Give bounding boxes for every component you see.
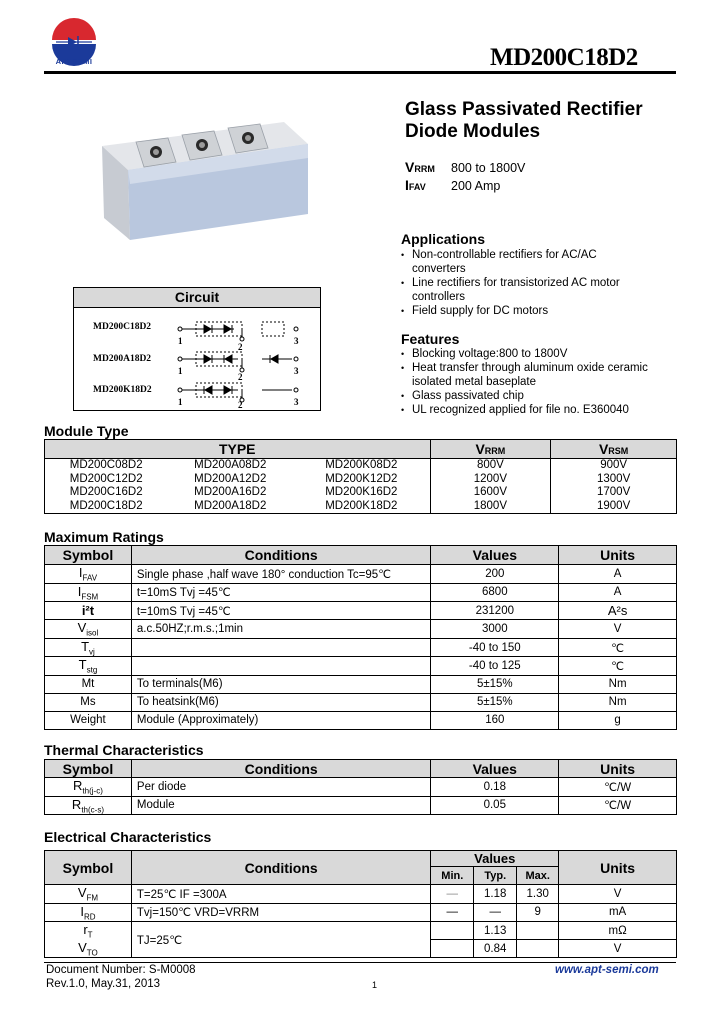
list-item: isolated metal baseplate [412,376,537,388]
max-ratings-table: Symbol Conditions Values Units $I_{FAV}$ Single phase ,half wave 180° conduction Tc=95℃ 200 A $I_{FSM}$ t=10mS Tvj =45℃ 6800 A i²t t=10mS Tvj =45℃ 231200 A²s $V_{isol}$ a.c.50HZ;r.m.s.;1min 3000 V $T_{vj}$ -40 to 150 ℃ $T_{stg}$ -40 to 125 ℃ Mt To terminals(M6) 5±15% Nm Ms To heatsink(M6) 5±15% Nm Weight Module (Approximately) 160 g [44,545,677,730]
svg-text:2: 2 [238,400,243,408]
table-row: $I_{RD}$ Tvj=150℃ VRD=VRRM — — 9 mA [45,903,677,922]
product-title [405,99,643,143]
circuit-title: Circuit [74,288,320,308]
table-row: $R_{th(j-c)}$ Per diode 0.18 ℃/W [45,778,677,797]
svg-text:2: 2 [238,372,243,382]
module-type-col-vrrm: VRRM [430,440,551,459]
module-type-col-type: TYPE [45,440,431,459]
table-row: $R_{th(c-s)}$ Module 0.05 ℃/W [45,796,677,815]
svg-text:3: 3 [294,366,299,376]
list-item: • UL recognized applied for file no. E360040 [400,403,648,417]
list-item: • Line rectifiers for transistorized AC motor [400,276,620,290]
module-photo [94,118,310,240]
electrical-heading: Electrical Characteristics [44,829,212,845]
max-ratings-heading: Maximum Ratings [44,529,164,545]
footer-rule [44,962,676,963]
spec-vrrm-value: 800 to 1800V [451,161,526,175]
table-row: i²t t=10mS Tvj =45℃ 231200 A²s [45,602,677,620]
spec-vrrm: VRRM 800 to 1800V [405,159,526,175]
product-title-line2: Diode Modules [405,121,541,142]
table-row: $I_{FSM}$ t=10mS Tvj =45℃ 6800 A [45,583,677,602]
module-type-col-vrsm: VRSM [551,440,677,459]
circuit-label-a: MD200A18D2 [93,354,152,364]
logo-text: APTSEMI [55,57,93,66]
table-row: MD200C18D2 MD200A18D2 MD200K18D2 1800V 1900V [45,500,677,514]
circuit-schematics [174,312,314,408]
list-item: • Heat transfer through aluminum oxide ceramic [400,361,648,375]
svg-text:3: 3 [294,336,299,346]
product-title-line1: Glass Passivated Rectifier [405,99,643,120]
table-row: $V_{FM}$ T=25℃ IF =300A — 1.18 1.30 V [45,885,677,904]
applications-list [400,248,620,318]
module-type-heading: Module Type [44,423,129,439]
circuit-label-k: MD200K18D2 [93,385,152,395]
table-row: $T_{vj}$ -40 to 150 ℃ [45,638,677,657]
table-row: $V_{isol}$ a.c.50HZ;r.m.s.;1min 3000 V [45,620,677,639]
electrical-table: Symbol Conditions Values Units Min. Typ. Max. $V_{FM}$ T=25℃ IF =300A — 1.18 1.30 V $I_{RD}$ Tvj=150℃ VRD=VRRM — — 9 mA $r_T$ TJ=25℃ 1.13 mΩ $V_{TO}$ 0.84 V [44,850,677,958]
circuit-label-c: MD200C18D2 [93,322,152,332]
website-link[interactable]: www.apt-semi.com [555,964,659,976]
table-row: MD200C12D2 MD200A12D2 MD200K12D2 1200V 1300V [45,473,677,487]
list-item: • Glass passivated chip [400,389,648,403]
svg-text:1: 1 [178,397,183,407]
revision: Rev.1.0, May.31, 2013 [46,978,161,990]
part-number: MD200C18D2 [490,44,638,71]
header-rule [44,71,676,74]
features-list [400,347,648,417]
spec-ifav: IFAV 200 Amp [405,177,501,193]
table-row: Ms To heatsink(M6) 5±15% Nm [45,693,677,711]
table-row: Weight Module (Approximately) 160 g [45,711,677,729]
svg-text:2: 2 [238,342,243,352]
list-item: • Blocking voltage:800 to 1800V [400,347,648,361]
svg-text:1: 1 [178,366,183,376]
table-row: $V_{TO}$ 0.84 V [45,940,677,958]
applications-heading: Applications [401,231,486,247]
thermal-heading: Thermal Characteristics [44,742,204,758]
list-item: • Non-controllable rectifiers for AC/AC [400,248,620,262]
doc-number: Document Number: S-M0008 [46,964,196,976]
table-row: $r_T$ TJ=25℃ 1.13 mΩ [45,922,677,940]
spec-ifav-value: 200 Amp [451,179,501,193]
page-number: 1 [372,980,378,990]
table-row: $T_{stg}$ -40 to 125 ℃ [45,657,677,676]
table-row: $I_{FAV}$ Single phase ,half wave 180° conduction Tc=95℃ 200 A [45,565,677,584]
svg-text:3: 3 [294,397,299,407]
list-item: controllers [412,291,466,303]
module-type-table [44,439,677,514]
thermal-table: Symbol Conditions Values Units $R_{th(j-c)}$ Per diode 0.18 ℃/W $R_{th(c-s)}$ Module 0.05 ℃/W [44,759,677,815]
table-row: Mt To terminals(M6) 5±15% Nm [45,675,677,693]
svg-text:1: 1 [178,336,183,346]
list-item: converters [412,263,466,275]
list-item: • Field supply for DC motors [400,304,620,318]
table-row: MD200C16D2 MD200A16D2 MD200K16D2 1600V 1700V [45,486,677,500]
circuit-diagram [73,287,321,411]
features-heading: Features [401,331,460,347]
table-row: MD200C08D2 MD200A08D2 MD200K08D2 800V 900V [45,459,677,473]
